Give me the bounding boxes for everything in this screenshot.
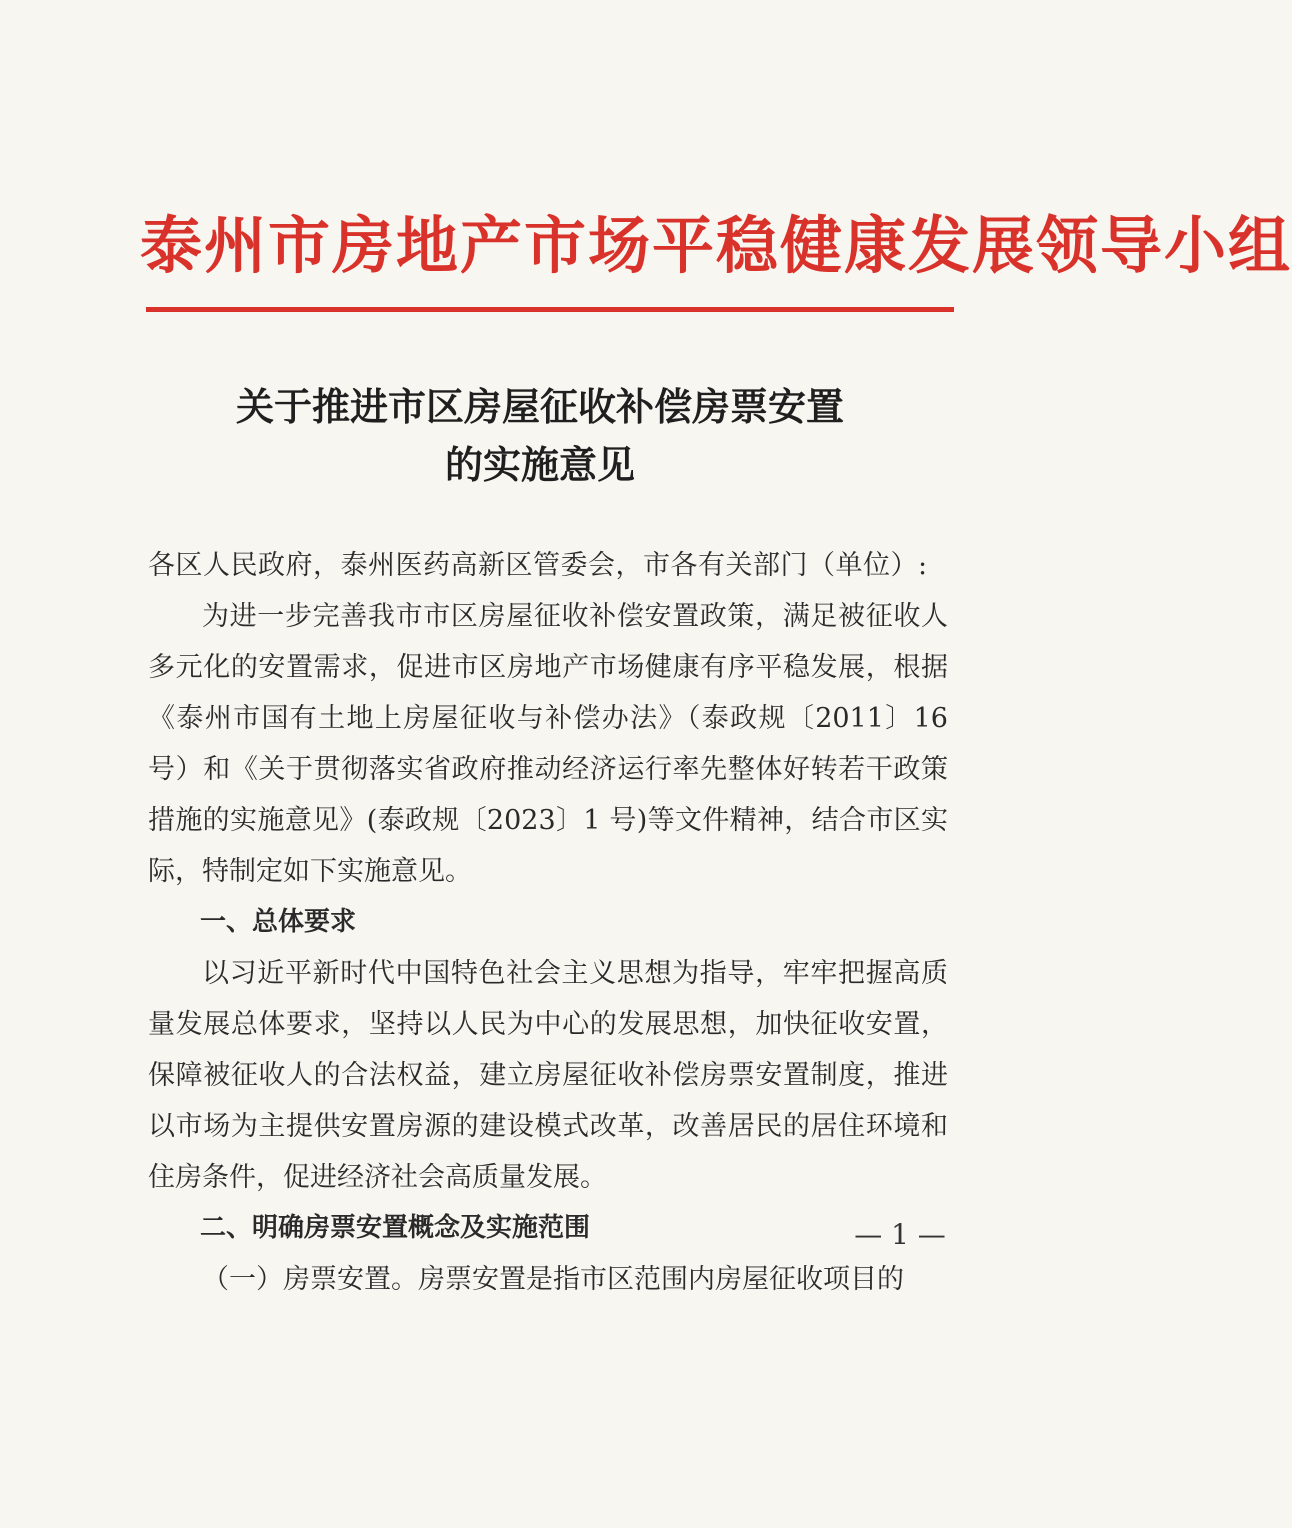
section-1-heading: 一、总体要求 [200, 907, 357, 937]
page-number: — 1 — [854, 1218, 946, 1251]
section-2-paragraph: （一）房票安置。房票安置是指市区范围内房屋征收项目的 [202, 1264, 904, 1295]
issuing-organization: 泰州市房地产市场平稳健康发展领导小组 [140, 209, 1292, 282]
document-body [148, 540, 948, 1305]
intro-paragraph: 为进一步完善我市市区房屋征收补偿安置政策，满足被征收人多元化的安置需求，促进市区房地产市场健康有序平稳发展，根据《泰州市国有土地上房屋征收与补偿办法》（泰政规〔2011〕16 号）和《关于贯彻落实省政府推动经济运行率先整体好转若干政策措施的实施意见》(泰政规〔2023〕1 号)等文件精神，结合市区实际，特制定如下实施意见。 [148, 601, 948, 887]
red-header-rule [146, 307, 954, 312]
title-line-1: 关于推进市区房屋征收补偿房票安置 [235, 384, 844, 429]
section-1-paragraph: 以习近平新时代中国特色社会主义思想为指导，牢牢把握高质量发展总体要求，坚持以人民为中心的发展思想，加快征收安置，保障被征收人的合法权益，建立房屋征收补偿房票安置制度，推进以市场为主提供安置房源的建设模式改革，改善居民的居住环境和住房条件，促进经济社会高质量发展。 [148, 958, 948, 1193]
section-2-heading: 二、明确房票安置概念及实施范围 [200, 1213, 591, 1243]
title-line-2: 的实施意见 [444, 442, 635, 487]
addressee: 各区人民政府，泰州医药高新区管委会，市各有关部门（单位）: [148, 550, 928, 581]
document-title [140, 378, 940, 494]
